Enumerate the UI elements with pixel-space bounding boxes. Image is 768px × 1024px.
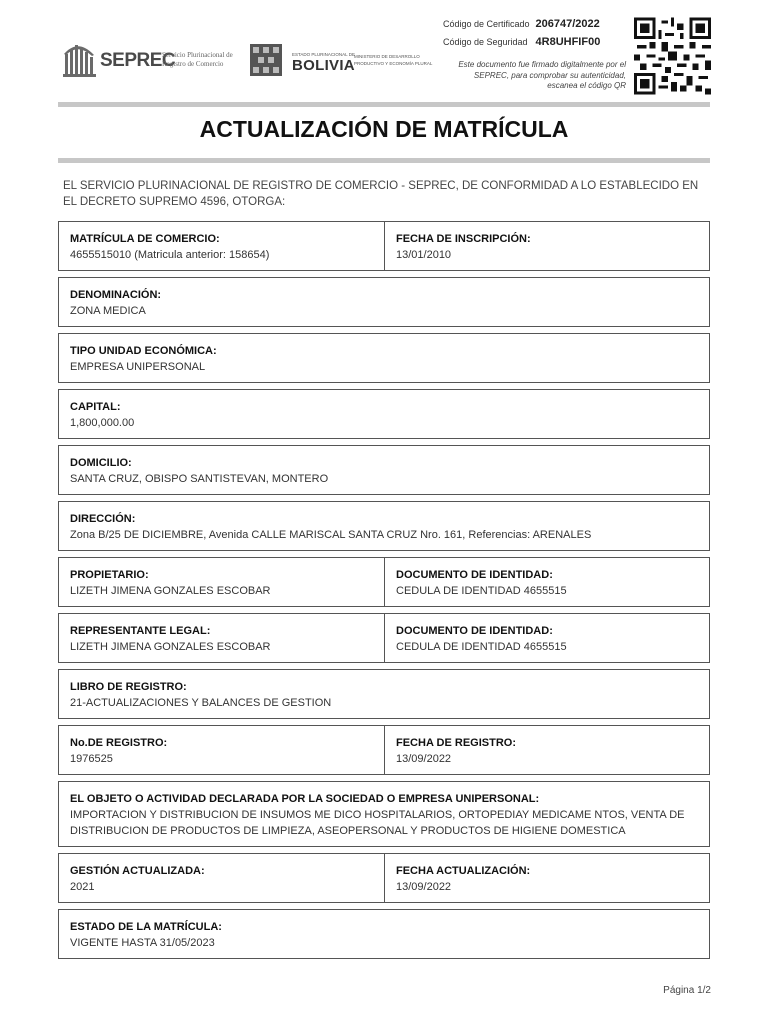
security-code-label: Código de Seguridad bbox=[443, 37, 528, 47]
field-estado bbox=[59, 910, 709, 958]
field-label: No.DE REGISTRO: bbox=[70, 737, 168, 749]
bolivia-crest-icon bbox=[248, 42, 284, 78]
document-title: ACTUALIZACIÓN DE MATRÍCULA bbox=[199, 116, 569, 142]
field-row-gestion bbox=[58, 853, 710, 903]
field-label: DENOMINACIÓN: bbox=[70, 289, 162, 301]
bolivia-logo bbox=[248, 42, 438, 82]
field-representante bbox=[59, 614, 385, 662]
field-label: GESTIÓN ACTUALIZADA: bbox=[70, 865, 205, 877]
field-label: DIRECCIÓN: bbox=[70, 513, 136, 525]
title-divider bbox=[58, 158, 710, 163]
bolivia-logo-name: BOLIVIA bbox=[292, 57, 355, 74]
field-label: DOMICILIO: bbox=[70, 457, 132, 469]
field-value: 13/01/2010 bbox=[396, 249, 452, 261]
field-value: ZONA MEDICA bbox=[70, 305, 146, 317]
seprec-logo-name: SEPREC bbox=[100, 50, 176, 71]
field-label: MATRÍCULA DE COMERCIO: bbox=[70, 233, 220, 245]
field-value: 4655515010 (Matricula anterior: 158654) bbox=[70, 249, 270, 261]
qr-note: Este documento fue firmado digitalmente por el SEPREC, para comprobar su autenticidad, escanea el código QR bbox=[458, 60, 626, 90]
field-value: 1976525 bbox=[70, 753, 113, 765]
intro-text: EL SERVICIO PLURINACIONAL DE REGISTRO DE COMERCIO - SEPREC, DE CONFORMIDAD A LO ESTABLECIDO EN EL DECRETO SUPREMO 4596, OTORGA: bbox=[63, 180, 699, 208]
field-domicilio bbox=[59, 446, 709, 494]
field-libro bbox=[59, 670, 709, 718]
field-row-libro bbox=[58, 669, 710, 719]
field-label: PROPIETARIO: bbox=[70, 569, 149, 581]
field-propietario bbox=[59, 558, 385, 606]
field-value: 2021 bbox=[70, 881, 95, 893]
field-label: ESTADO DE LA MATRÍCULA: bbox=[70, 921, 222, 933]
field-value: SANTA CRUZ, OBISPO SANTISTEVAN, MONTERO bbox=[70, 473, 329, 485]
field-row-capital bbox=[58, 389, 710, 439]
field-value: 13/09/2022 bbox=[396, 753, 452, 765]
field-fecha-inscripcion bbox=[385, 222, 709, 270]
seprec-emblem-icon bbox=[62, 40, 98, 78]
field-row-denominacion bbox=[58, 277, 710, 327]
field-label: EL OBJETO O ACTIVIDAD DECLARADA POR LA SOCIEDAD O EMPRESA UNIPERSONAL: bbox=[70, 793, 540, 805]
field-label: CAPITAL: bbox=[70, 401, 121, 413]
field-label: DOCUMENTO DE IDENTIDAD: bbox=[396, 625, 553, 637]
seprec-logo bbox=[62, 40, 237, 80]
certificate-code-value: 206747/2022 bbox=[535, 18, 600, 30]
field-denominacion bbox=[59, 278, 709, 326]
field-gestion bbox=[59, 854, 385, 902]
field-fecha-actualizacion bbox=[385, 854, 709, 902]
security-code-value: 4R8UHFIF00 bbox=[535, 36, 601, 48]
field-row-direccion bbox=[58, 501, 710, 551]
certificate-code-row bbox=[443, 18, 628, 36]
field-no-registro bbox=[59, 726, 385, 774]
field-label: FECHA DE REGISTRO: bbox=[396, 737, 516, 749]
field-capital bbox=[59, 390, 709, 438]
field-objeto bbox=[59, 782, 709, 846]
field-value: 1,800,000.00 bbox=[70, 417, 135, 429]
certificate-code-label: Código de Certificado bbox=[443, 19, 530, 29]
qr-code-icon bbox=[634, 16, 711, 96]
field-label: LIBRO DE REGISTRO: bbox=[70, 681, 187, 693]
page-number: Página 1/2 bbox=[663, 985, 711, 996]
field-matricula bbox=[59, 222, 385, 270]
field-value: CEDULA DE IDENTIDAD 4655515 bbox=[396, 585, 567, 597]
field-value: EMPRESA UNIPERSONAL bbox=[70, 361, 206, 373]
field-value: IMPORTACION Y DISTRIBUCION DE INSUMOS ME DICO HOSPITALARIOS, ORTOPEDIAY MEDICAME NTOS, VENTA DE DISTRIBUCION DE PRODUCTOS DE LIMPIEZA, ASEOPERSONAL Y PRODUCTOS DE HIGIENE DOMESTICA bbox=[70, 809, 685, 837]
field-row-tipo-unidad bbox=[58, 333, 710, 383]
header-divider bbox=[58, 102, 710, 107]
field-label: TIPO UNIDAD ECONÓMICA: bbox=[70, 345, 217, 357]
field-doc-propietario bbox=[385, 558, 709, 606]
field-value: 13/09/2022 bbox=[396, 881, 452, 893]
field-row-propietario bbox=[58, 557, 710, 607]
field-value: CEDULA DE IDENTIDAD 4655515 bbox=[396, 641, 567, 653]
field-doc-representante bbox=[385, 614, 709, 662]
security-code-row bbox=[443, 36, 628, 54]
field-fecha-registro bbox=[385, 726, 709, 774]
field-label: FECHA DE INSCRIPCIÓN: bbox=[396, 233, 531, 245]
field-value: Zona B/25 DE DICIEMBRE, Avenida CALLE MARISCAL SANTA CRUZ Nro. 161, Referencias: ARENALES bbox=[70, 529, 592, 541]
field-tipo-unidad bbox=[59, 334, 709, 382]
field-value: LIZETH JIMENA GONZALES ESCOBAR bbox=[70, 585, 271, 597]
field-value: LIZETH JIMENA GONZALES ESCOBAR bbox=[70, 641, 271, 653]
seprec-logo-subtitle: Servicio Plurinacional de Registro de Comercio bbox=[162, 51, 233, 68]
field-row-domicilio bbox=[58, 445, 710, 495]
certificate-codes bbox=[443, 18, 628, 54]
field-value: 21-ACTUALIZACIONES Y BALANCES DE GESTION bbox=[70, 697, 332, 709]
field-row-representante bbox=[58, 613, 710, 663]
field-direccion bbox=[59, 502, 709, 550]
field-row-registro bbox=[58, 725, 710, 775]
field-label: DOCUMENTO DE IDENTIDAD: bbox=[396, 569, 553, 581]
field-label: FECHA ACTUALIZACIÓN: bbox=[396, 865, 531, 877]
field-row-estado bbox=[58, 909, 710, 959]
bolivia-logo-ministry: MINISTERIO DE DESARROLLO PRODUCTIVO Y ECONOMÍA PLURAL bbox=[354, 54, 433, 66]
bolivia-logo-state: ESTADO PLURINACIONAL DE bbox=[292, 52, 356, 57]
field-row-objeto bbox=[58, 781, 710, 847]
field-row-matricula bbox=[58, 221, 710, 271]
field-label: REPRESENTANTE LEGAL: bbox=[70, 625, 211, 637]
field-value: VIGENTE HASTA 31/05/2023 bbox=[70, 937, 215, 949]
document-header bbox=[0, 0, 768, 100]
